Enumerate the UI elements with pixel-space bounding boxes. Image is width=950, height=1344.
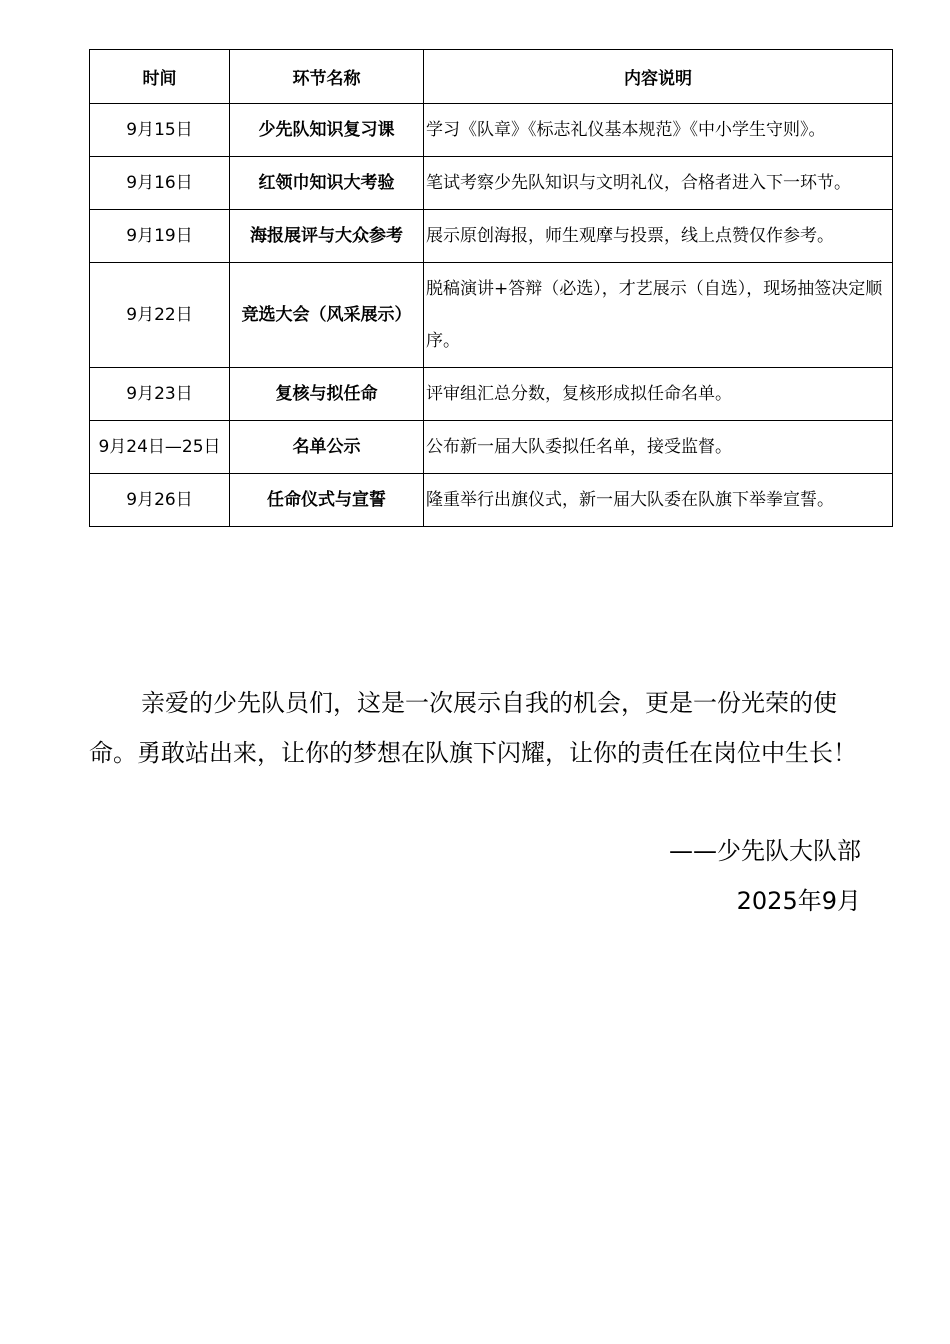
row-date: 9月23日 — [90, 368, 230, 421]
row-stage: 名单公示 — [230, 421, 424, 474]
table-row — [90, 368, 893, 421]
row-description: 公布新一届大队委拟任名单，接受监督。 — [424, 421, 893, 474]
row-date: 9月19日 — [90, 210, 230, 263]
row-date: 9月16日 — [90, 157, 230, 210]
row-date: 9月24日—25日 — [90, 421, 230, 474]
row-stage: 少先队知识复习课 — [230, 104, 424, 157]
signature-date: 2025年9月 — [736, 887, 861, 915]
table-row — [90, 210, 893, 263]
row-date: 9月15日 — [90, 104, 230, 157]
row-description: 评审组汇总分数，复核形成拟任命名单。 — [424, 368, 893, 421]
header-time: 时间 — [90, 50, 230, 104]
row-description: 隆重举行出旗仪式，新一届大队委在队旗下举拳宣誓。 — [424, 474, 893, 527]
row-stage: 红领巾知识大考验 — [230, 157, 424, 210]
header-description: 内容说明 — [424, 50, 893, 104]
row-stage: 任命仪式与宣誓 — [230, 474, 424, 527]
row-date: 9月22日 — [90, 263, 230, 368]
closing-section — [89, 678, 864, 778]
row-stage: 海报展评与大众参考 — [230, 210, 424, 263]
row-stage: 复核与拟任命 — [230, 368, 424, 421]
table-row — [90, 421, 893, 474]
row-description: 学习《队章》《标志礼仪基本规范》《中小学生守则》。 — [424, 104, 893, 157]
table-row — [90, 474, 893, 527]
schedule-table — [89, 49, 893, 527]
table-row — [90, 157, 893, 210]
row-date: 9月26日 — [90, 474, 230, 527]
header-stage: 环节名称 — [230, 50, 424, 104]
row-description: 脱稿演讲+答辩（必选），才艺展示（自选），现场抽签决定顺序。 — [424, 263, 893, 368]
table-row — [90, 263, 893, 368]
row-description: 笔试考察少先队知识与文明礼仪，合格者进入下一环节。 — [424, 157, 893, 210]
row-stage: 竞选大会（风采展示） — [230, 263, 424, 368]
table-row — [90, 104, 893, 157]
signature-organization: ——少先队大队部 — [669, 837, 861, 865]
closing-paragraph: 亲爱的少先队员们，这是一次展示自我的机会，更是一份光荣的使命。勇敢站出来，让你的梦想在队旗下闪耀，让你的责任在岗位中生长！ — [89, 689, 857, 767]
row-description: 展示原创海报，师生观摩与投票，线上点赞仅作参考。 — [424, 210, 893, 263]
table-header-row — [90, 50, 893, 104]
